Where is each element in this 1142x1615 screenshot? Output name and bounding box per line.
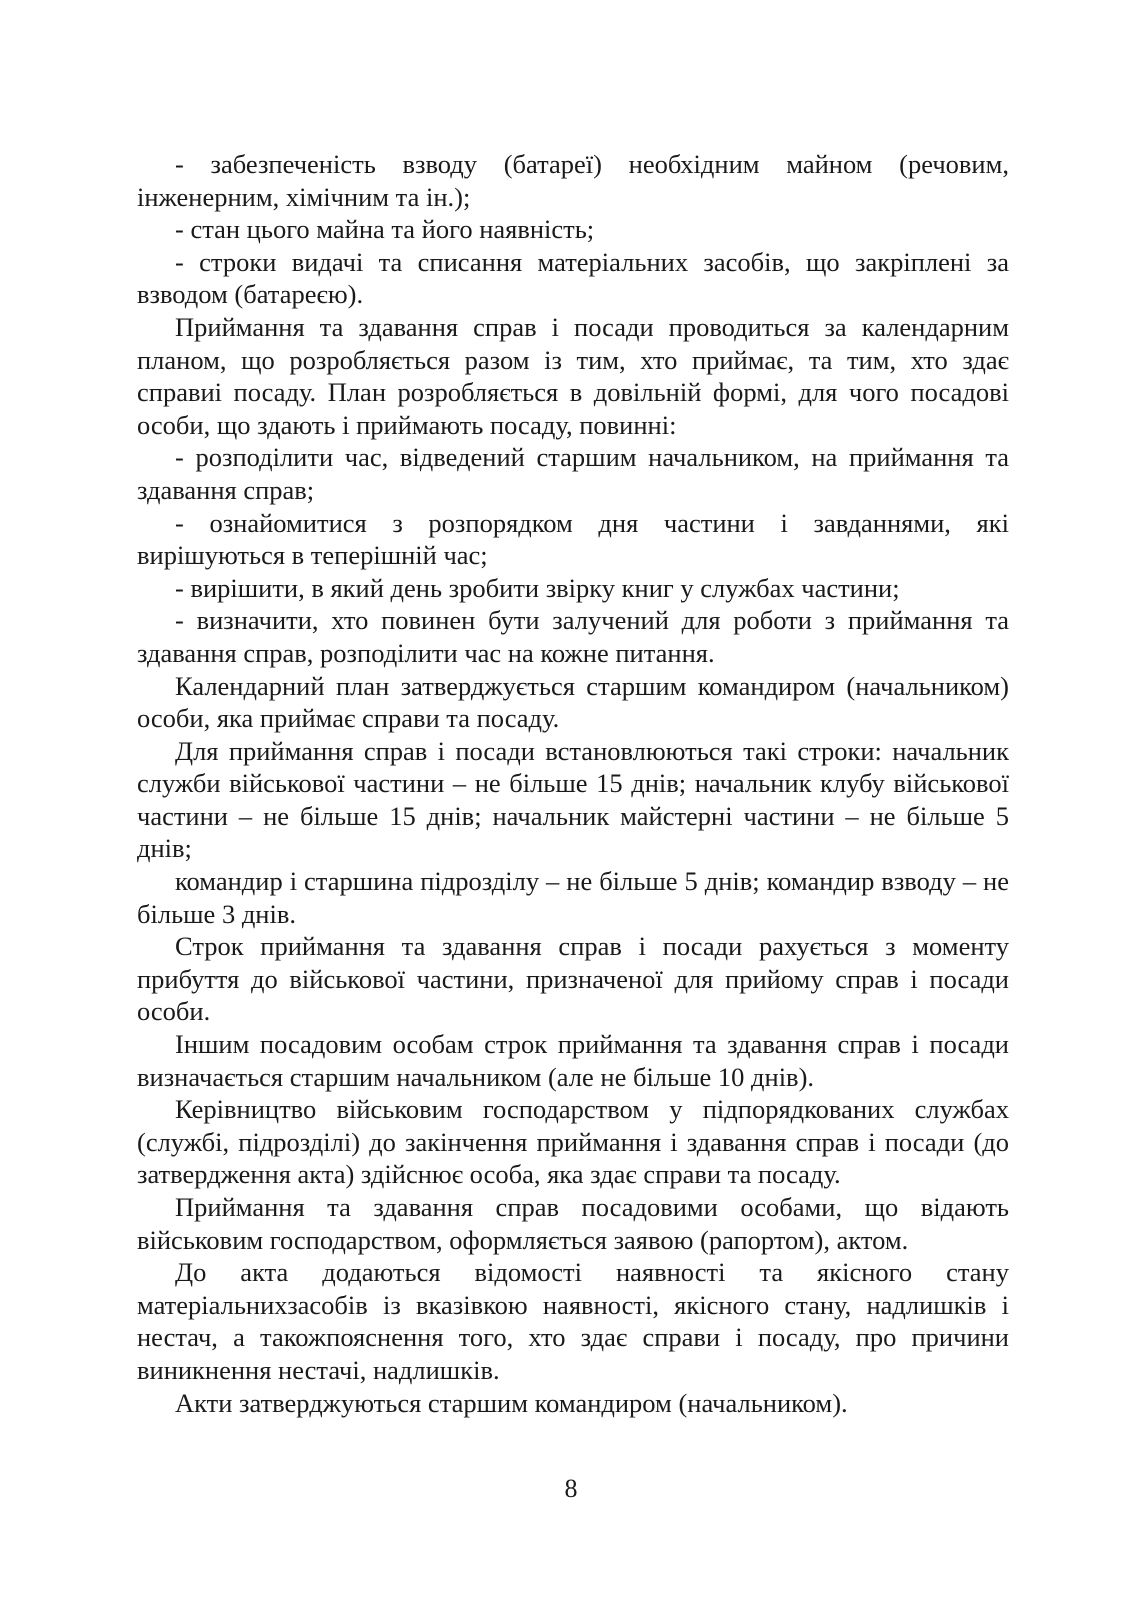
list-item: - вирішити, в який день зробити звірку книг у службах частини; bbox=[175, 572, 900, 603]
paragraph: Приймання та здавання справ і посади проводиться за календарним планом, що розробляється разом із тим, хто приймає, та тим, хто здає справиі посаду. План розробляється в довільній формі, для чого посадові особи, що здають і приймають посаду, повинні: bbox=[137, 311, 1009, 440]
list-item: - визначити, хто повинен бути залучений для роботи з приймання та здавання справ, розподілити час на кожне питання. bbox=[137, 605, 1009, 668]
list-item: - розподілити час, відведений старшим начальником, на приймання та здавання справ; bbox=[137, 442, 1009, 505]
paragraph: командир і старшина підрозділу – не більше 5 днів; командир взводу – не більше 3 днів. bbox=[137, 866, 1009, 929]
list-item: - строки видачі та списання матеріальних засобів, що закріплені за взводом (батареєю). bbox=[137, 246, 1009, 310]
paragraph: Приймання та здавання справ посадовими особами, що відають військовим господарством, оформляється заявою (рапортом), актом. bbox=[137, 1192, 1009, 1255]
list-item: - ознайомитися з розпорядком дня частини і завданнями, які вирішуються в теперішній час; bbox=[137, 507, 1009, 571]
paragraph: Іншим посадовим особам строк приймання та здавання справ і посади визначається старшим начальником (але не більше 10 днів). bbox=[137, 1029, 1009, 1092]
paragraph: Акти затверджуються старшим командиром (начальником). bbox=[175, 1387, 848, 1418]
page-number: 8 bbox=[564, 1474, 578, 1503]
list-item: - стан цього майна та його наявність; bbox=[175, 214, 595, 245]
paragraph: До акта додаються відомості наявності та якісного стану матеріальнихзасобів із вказівкою наявності, якісного стану, надлишків і нестач, а такожпояснення того, хто здає справи і посаду, про причини виникнення нестачі, надлишків. bbox=[137, 1257, 1009, 1385]
paragraph: Календарний план затверджується старшим командиром (начальником) особи, яка приймає справи та посаду. bbox=[137, 670, 1009, 734]
list-item: - забезпеченість взводу (батареї) необхідним майном (речовим, інженерним, хімічним та ін.); bbox=[137, 149, 1009, 212]
paragraph: Строк приймання та здавання справ і посади рахується з моменту прибуття до військової частини, призначеної для прийому справ і посади особи. bbox=[137, 931, 1009, 1027]
paragraph: Керівництво військовим господарством у підпорядкованих службах (службі, підрозділі) до закінчення приймання і здавання справ і посади (до затвердження акта) здійснює особа, яка здає справи та посаду. bbox=[137, 1094, 1009, 1190]
paragraph: Для приймання справ і посади встановлюються такі строки: начальник служби військової частини – не більше 15 днів; начальник клубу військової частини – не більше 15 днів; начальник майстерні частини – не більше 5 днів; bbox=[137, 735, 1009, 864]
page-body bbox=[137, 148, 1009, 1419]
